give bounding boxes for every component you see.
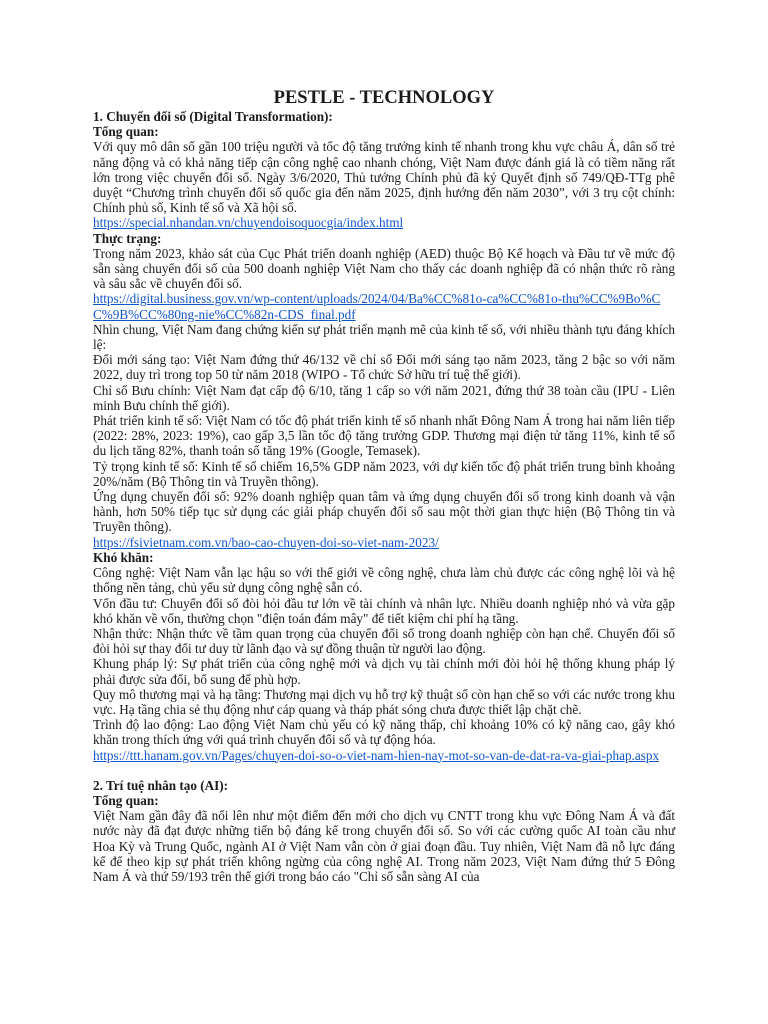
section1-challenges-link[interactable]: https://ttt.hanam.gov.vn/Pages/chuyen-doi-so-o-viet-nam-hien-nay-mot-so-van-de-dat-ra-va-giai-phap.aspx [93,747,660,763]
section1-overview-link[interactable]: https://special.nhandan.vn/chuyendoisoquocgia/index.html [93,215,404,231]
section1-status-label: Thực trạng: [93,230,162,246]
document-page [93,88,675,884]
section2-heading: 2. Trí tuệ nhân tạo (AI): [93,777,229,793]
status-paragraph: Chỉ số Bưu chính: Việt Nam đạt cấp độ 6/10, tăng 1 cấp so với năm 2021, đứng thứ 38 toàn cầu (IPU - Liên minh Bưu chính thế giới). [93,382,675,413]
section2-overview-label: Tổng quan: [93,792,159,808]
section1-overview-label: Tổng quan: [93,124,159,140]
status-paragraph: Nhìn chung, Việt Nam đang chứng kiến sự phát triển mạnh mẽ của kinh tế số, với nhiều thành tựu đáng khích lệ: [93,321,675,353]
section1-challenges-label: Khó khăn: [93,549,154,565]
challenge-paragraph: Trình độ lao động: Lao động Việt Nam chủ yếu có kỹ năng thấp, chỉ khoảng 10% có kỹ năng cao, gây khó khăn trong thích ứng với quá trình chuyển đổi số và tự động hóa. [93,717,675,748]
challenge-paragraph: Quy mô thương mại và hạ tầng: Thương mại dịch vụ hỗ trợ kỹ thuật số còn hạn chế so với các nước trong khu vực. Hạ tầng chia sẻ thụ động như cáp quang và tháp phát sóng chưa được thiết lập chặt chẽ. [93,686,675,717]
challenge-paragraph: Công nghệ: Việt Nam vẫn lạc hậu so với thế giới về công nghệ, chưa làm chủ được các công nghệ lõi và hệ thống nền tảng, chủ yếu sử dụng công nghệ sẵn có. [93,565,675,596]
status-paragraph: Phát triển kinh tế số: Việt Nam có tốc độ phát triển kinh tế số nhanh nhất Đông Nam Á trong hai năm liên tiếp (2022: 28%, 2023: 19%), cao gấp 3,5 lần tốc độ tăng trưởng GDP. Thương mại điện tử tăng 11%, kinh tế số du lịch tăng 82%, thanh toán số tăng 19% (Google, Temasek). [93,413,675,459]
section1-status-text: Trong năm 2023, khảo sát của Cục Phát triển doanh nghiệp (AED) thuộc Bộ Kế hoạch và Đầu tư về mức độ sẵn sàng chuyển đổi số của 500 doanh nghiệp Việt Nam cho thấy các doanh nghiệp đã có nhận thức rõ ràng và sâu sắc về chuyển đổi số. [93,245,675,292]
section-spacer [93,763,675,778]
section2-overview-text: Việt Nam gần đây đã nổi lên như một điểm đến mới cho dịch vụ CNTT trong khu vực Đông Nam Á và đất nước này đã đạt được những tiến bộ đáng kể trong chuyển đổi số. So với các cường quốc AI toàn cầu như Hoa Kỳ và Trung Quốc, ngành AI ở Việt Nam vẫn còn ở giai đoạn đầu. Tuy nhiên, Việt Nam đã nỗ lực đáng kể để theo kịp sự phát triển không ngừng của công nghệ AI. Trong năm 2023, Việt Nam đứng thứ 5 Đông Nam Á và thứ 59/193 trên thế giới trong báo cáo "Chỉ số sẵn sàng AI của [93,808,675,884]
status-paragraph: Ứng dụng chuyển đổi số: 92% doanh nghiệp quan tâm và ứng dụng chuyển đổi số trong kinh doanh và vận hành, hơn 50% tiếp tục sử dụng các giải pháp chuyển đổi số sau một thời gian thực hiện (Bộ Thông tin và Truyền thông). [93,489,675,535]
section1-heading: 1. Chuyển đổi số (Digital Transformation): [93,109,333,124]
status-paragraph: Tỷ trọng kinh tế số: Kinh tế số chiếm 16,5% GDP năm 2023, với dự kiến tốc độ phát triển trung bình khoảng 20%/năm (Bộ Thông tin và Truyền thông). [93,458,675,489]
status-paragraph: Đổi mới sáng tạo: Việt Nam đứng thứ 46/132 về chỉ số Đổi mới sáng tạo năm 2023, tăng 2 bậc so với năm 2022, duy trì trong top 50 từ năm 2018 (WIPO - Tổ chức Sở hữu trí tuệ thế giới). [93,352,675,383]
challenge-paragraph: Vốn đầu tư: Chuyển đổi số đòi hỏi đầu tư lớn về tài chính và nhân lực. Nhiều doanh nghiệp nhỏ và vừa gặp khó khăn về vốn, thường chọn "điện toán đám mây" để tiết kiệm chi phí hạ tầng. [93,595,675,626]
section1-status-link[interactable]: https://digital.business.gov.vn/wp-content/uploads/2024/04/Ba%CC%81o-ca%CC%81o-thu%CC%9Bo%CC%9B%CC%80ng-nie%CC%82n-CDS_final.pdf [93,291,661,322]
challenge-paragraph: Nhận thức: Nhận thức về tầm quan trọng của chuyển đổi số trong doanh nghiệp còn hạn chế. Chuyển đổi số đòi hỏi sự thay đổi tư duy từ lãnh đạo và sự đồng thuận từ người lao động. [93,625,675,657]
document-title: PESTLE - TECHNOLOGY [273,88,495,108]
section1-status-link2[interactable]: https://fsivietnam.com.vn/bao-cao-chuyen-doi-so-viet-nam-2023/ [93,534,439,550]
challenge-paragraph: Khung pháp lý: Sự phát triển của công nghệ mới và dịch vụ tài chính mới đòi hỏi hệ thống khung pháp lý phải được sửa đổi, bổ sung để phù hợp. [93,656,675,687]
section1-overview-text: Với quy mô dân số gần 100 triệu người và tốc độ tăng trưởng kinh tế nhanh trong khu vực châu Á, dân số trẻ năng động và có khả năng tiếp cận công nghệ cao nhanh chóng, Việt Nam được đánh giá là có tiềm năng rất lớn trong việc chuyển đổi số. Ngày 3/6/2020, Thủ tướng Chính phủ đã ký Quyết định số 749/QĐ-TTg phê duyệt “Chương trình chuyển đổi số quốc gia đến năm 2025, định hướng đến năm 2030”, với 3 trụ cột chính: Chính phủ số, Kinh tế số và Xã hội số. [93,139,675,216]
